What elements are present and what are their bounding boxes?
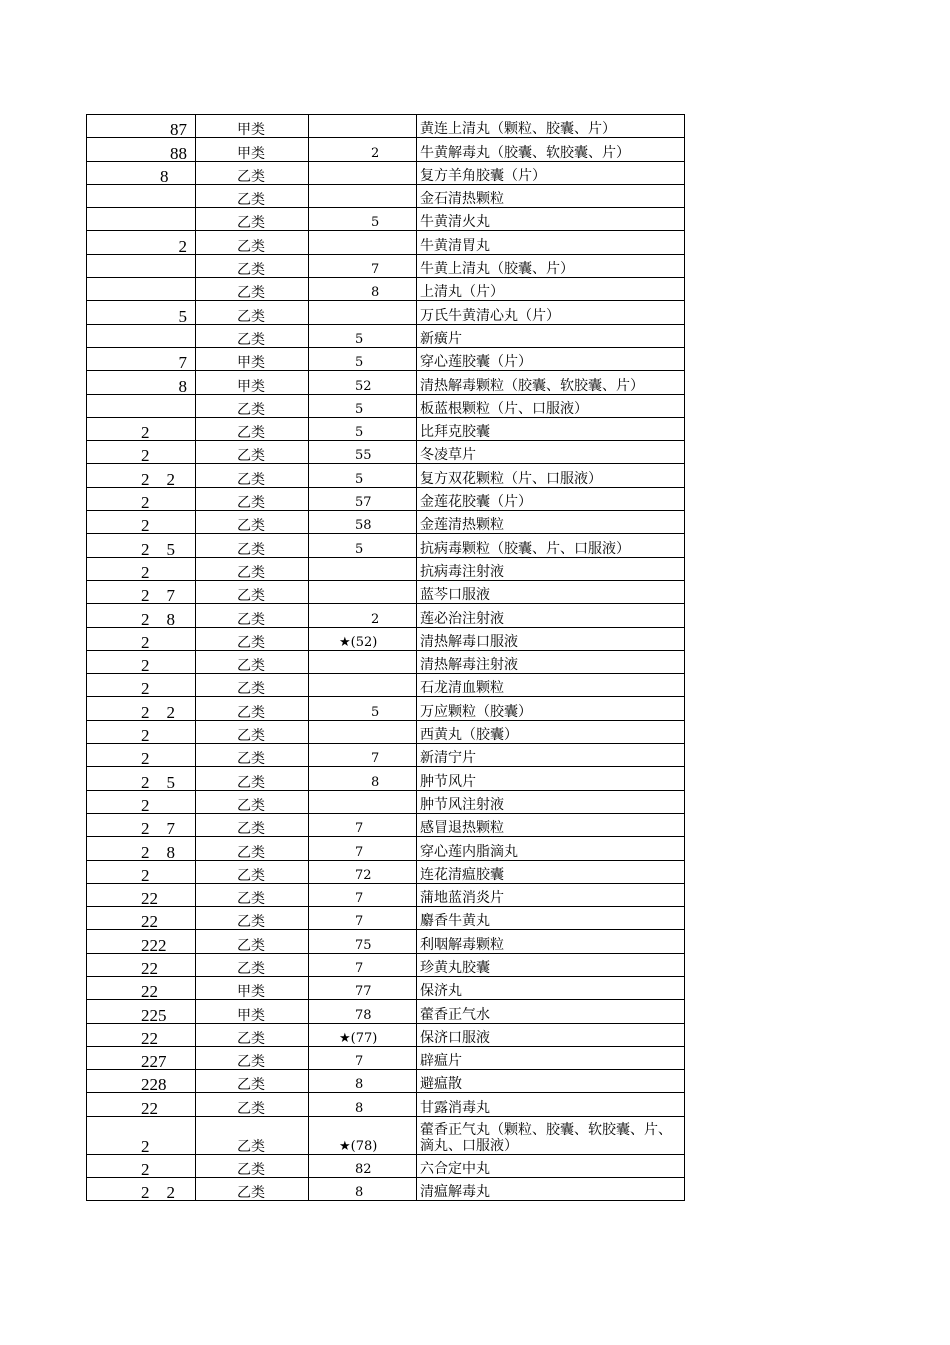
row-number-cell	[87, 511, 196, 534]
row-number: 2	[141, 423, 150, 441]
reference-cell: 58	[309, 511, 417, 534]
row-number-cell	[87, 1070, 196, 1093]
drug-name-cell: 感冒退热颗粒	[417, 813, 685, 836]
reference-cell: 5	[309, 347, 417, 370]
drug-name-cell: 牛黄清胃丸	[417, 231, 685, 254]
table-row	[87, 254, 685, 277]
row-number-cell	[87, 184, 196, 207]
row-number: 22	[141, 982, 158, 1000]
reference-cell: 77	[309, 976, 417, 999]
table-body	[87, 115, 685, 1201]
reference-cell: 72	[309, 860, 417, 883]
category-cell: 乙类	[196, 557, 309, 580]
row-number: 2 8	[141, 609, 175, 628]
drug-name-cell: 比拜克胶囊	[417, 417, 685, 440]
table-row	[87, 720, 685, 743]
row-number: 8	[160, 166, 169, 185]
table-row	[87, 883, 685, 906]
row-number-cell	[87, 417, 196, 440]
row-number: 2	[178, 236, 187, 255]
category-cell: 乙类	[196, 790, 309, 813]
category-cell: 乙类	[196, 511, 309, 534]
row-number-cell	[87, 907, 196, 930]
row-number: 2	[141, 632, 150, 651]
reference-cell	[309, 115, 417, 138]
table-row	[87, 1046, 685, 1069]
table-row	[87, 138, 685, 161]
drug-name-cell: 甘露消毒丸	[417, 1093, 685, 1116]
category-cell: 乙类	[196, 1046, 309, 1069]
row-number-cell	[87, 1046, 196, 1069]
row-number-cell	[87, 231, 196, 254]
reference-cell	[309, 650, 417, 673]
reference-cell: ★(78)	[309, 1116, 417, 1154]
reference-cell: 5	[309, 324, 417, 347]
row-number-cell	[87, 860, 196, 883]
row-number: 22	[141, 958, 158, 977]
table-row	[87, 604, 685, 627]
reference-cell: 8	[309, 1178, 417, 1201]
category-cell: 乙类	[196, 1178, 309, 1201]
table-row	[87, 767, 685, 790]
table-row	[87, 1000, 685, 1023]
row-number: 22	[141, 1028, 158, 1047]
drug-name-cell: 金莲清热颗粒	[417, 511, 685, 534]
reference-cell: 7	[309, 744, 417, 767]
table-row	[87, 208, 685, 231]
table-row	[87, 1070, 685, 1093]
drug-list-table	[86, 114, 685, 1201]
row-number: 2	[141, 446, 150, 464]
row-number-cell	[87, 627, 196, 650]
category-cell: 乙类	[196, 650, 309, 673]
row-number-cell	[87, 278, 196, 301]
row-number: 2	[141, 749, 150, 767]
category-cell: 乙类	[196, 184, 309, 207]
drug-name-cell: 穿心莲内脂滴丸	[417, 837, 685, 860]
row-number-cell	[87, 347, 196, 370]
reference-cell	[309, 557, 417, 580]
table-row	[87, 1116, 685, 1154]
table-row	[87, 650, 685, 673]
drug-name-cell: 牛黄解毒丸（胶囊、软胶囊、片）	[417, 138, 685, 161]
table-row	[87, 394, 685, 417]
row-number: 2 5	[141, 539, 175, 558]
drug-name-cell: 麝香牛黄丸	[417, 907, 685, 930]
category-cell: 甲类	[196, 138, 309, 161]
row-number: 222	[141, 935, 167, 954]
table-row	[87, 627, 685, 650]
row-number: 88	[170, 143, 187, 162]
reference-cell	[309, 720, 417, 743]
reference-cell	[309, 231, 417, 254]
reference-cell: 8	[309, 278, 417, 301]
drug-name-cell: 黄连上清丸（颗粒、胶囊、片）	[417, 115, 685, 138]
table-row	[87, 1023, 685, 1046]
reference-cell: 7	[309, 953, 417, 976]
reference-cell: ★(52)	[309, 627, 417, 650]
category-cell: 甲类	[196, 347, 309, 370]
category-cell: 甲类	[196, 976, 309, 999]
row-number: 2	[141, 516, 150, 534]
row-number: 2 8	[141, 842, 175, 860]
reference-cell: 57	[309, 487, 417, 510]
reference-cell: 55	[309, 441, 417, 464]
category-cell: 乙类	[196, 534, 309, 557]
row-number-cell	[87, 115, 196, 138]
category-cell: 乙类	[196, 767, 309, 790]
category-cell: 甲类	[196, 115, 309, 138]
row-number: 22	[141, 1098, 158, 1117]
reference-cell	[309, 184, 417, 207]
drug-name-cell: 保济丸	[417, 976, 685, 999]
row-number: 2	[141, 865, 150, 884]
category-cell: 乙类	[196, 324, 309, 347]
reference-cell: 5	[309, 208, 417, 231]
table-row	[87, 813, 685, 836]
category-cell: 乙类	[196, 301, 309, 324]
reference-cell: 7	[309, 1046, 417, 1069]
category-cell: 乙类	[196, 254, 309, 277]
reference-cell: 8	[309, 1070, 417, 1093]
table-row	[87, 557, 685, 580]
reference-cell: 7	[309, 907, 417, 930]
row-number-cell	[87, 720, 196, 743]
reference-cell: 75	[309, 930, 417, 953]
drug-name-cell: 板蓝根颗粒（片、口服液）	[417, 394, 685, 417]
drug-name-cell: 蓝芩口服液	[417, 580, 685, 603]
category-cell: 甲类	[196, 1000, 309, 1023]
drug-name-cell: 万应颗粒（胶囊）	[417, 697, 685, 720]
reference-cell	[309, 161, 417, 184]
drug-name-cell: 新癀片	[417, 324, 685, 347]
drug-name-cell: 冬凌草片	[417, 441, 685, 464]
row-number-cell	[87, 371, 196, 394]
drug-name-cell: 西黄丸（胶囊）	[417, 720, 685, 743]
reference-cell: 7	[309, 837, 417, 860]
table-row	[87, 580, 685, 603]
category-cell: 乙类	[196, 441, 309, 464]
reference-cell: 7	[309, 813, 417, 836]
drug-name-cell: 金莲花胶囊（片）	[417, 487, 685, 510]
row-number: 2	[141, 1136, 150, 1155]
reference-cell	[309, 790, 417, 813]
drug-name-cell: 清热解毒颗粒（胶囊、软胶囊、片）	[417, 371, 685, 394]
table-row	[87, 1093, 685, 1116]
drug-name-cell: 清热解毒注射液	[417, 650, 685, 673]
row-number-cell	[87, 930, 196, 953]
row-number: 87	[170, 120, 187, 138]
table-row	[87, 441, 685, 464]
row-number: 2	[141, 795, 150, 814]
row-number-cell	[87, 813, 196, 836]
row-number-cell	[87, 138, 196, 161]
drug-name-cell: 穿心莲胶囊（片）	[417, 347, 685, 370]
row-number: 2	[141, 493, 150, 511]
category-cell: 乙类	[196, 860, 309, 883]
reference-cell: 2	[309, 604, 417, 627]
drug-name-cell: 避瘟散	[417, 1070, 685, 1093]
drug-name-cell: 抗病毒颗粒（胶囊、片、口服液）	[417, 534, 685, 557]
drug-name-cell: 肿节风注射液	[417, 790, 685, 813]
category-cell: 乙类	[196, 1070, 309, 1093]
table-row	[87, 837, 685, 860]
row-number-cell	[87, 441, 196, 464]
drug-name-cell: 石龙清血颗粒	[417, 674, 685, 697]
row-number: 22	[141, 889, 158, 907]
table-row	[87, 487, 685, 510]
row-number: 2 5	[141, 772, 175, 791]
row-number: 2	[141, 1160, 150, 1178]
row-number-cell	[87, 394, 196, 417]
reference-cell: 2	[309, 138, 417, 161]
row-number: 5	[178, 306, 187, 325]
category-cell: 乙类	[196, 697, 309, 720]
drug-name-cell: 牛黄清火丸	[417, 208, 685, 231]
drug-name-cell: 复方羊角胶囊（片）	[417, 161, 685, 184]
row-number-cell	[87, 697, 196, 720]
drug-name-cell: 保济口服液	[417, 1023, 685, 1046]
reference-cell: 7	[309, 883, 417, 906]
drug-name-cell: 辟瘟片	[417, 1046, 685, 1069]
reference-cell: 5	[309, 464, 417, 487]
row-number-cell	[87, 1154, 196, 1177]
row-number-cell	[87, 1093, 196, 1116]
reference-cell	[309, 580, 417, 603]
reference-cell: 8	[309, 767, 417, 790]
table-row	[87, 417, 685, 440]
reference-cell: 5	[309, 697, 417, 720]
drug-name-cell: 珍黄丸胶囊	[417, 953, 685, 976]
category-cell: 乙类	[196, 231, 309, 254]
category-cell: 乙类	[196, 930, 309, 953]
row-number-cell	[87, 790, 196, 813]
row-number: 227	[141, 1052, 167, 1070]
row-number-cell	[87, 767, 196, 790]
row-number-cell	[87, 487, 196, 510]
row-number-cell	[87, 580, 196, 603]
drug-name-cell: 藿香正气丸（颗粒、胶囊、软胶囊、片、滴丸、口服液）	[417, 1116, 685, 1154]
row-number-cell	[87, 650, 196, 673]
category-cell: 乙类	[196, 953, 309, 976]
drug-name-cell: 清热解毒口服液	[417, 627, 685, 650]
category-cell: 乙类	[196, 1093, 309, 1116]
row-number-cell	[87, 1023, 196, 1046]
row-number-cell	[87, 674, 196, 697]
drug-name-cell: 连花清瘟胶囊	[417, 860, 685, 883]
row-number-cell	[87, 976, 196, 999]
table-row	[87, 1154, 685, 1177]
row-number-cell	[87, 1000, 196, 1023]
row-number-cell	[87, 254, 196, 277]
table-row	[87, 953, 685, 976]
category-cell: 乙类	[196, 394, 309, 417]
category-cell: 乙类	[196, 278, 309, 301]
reference-cell: 5	[309, 394, 417, 417]
table-row	[87, 347, 685, 370]
row-number: 7	[178, 353, 187, 371]
table-row	[87, 161, 685, 184]
category-cell: 乙类	[196, 907, 309, 930]
drug-name-cell: 金石清热颗粒	[417, 184, 685, 207]
row-number-cell	[87, 604, 196, 627]
reference-cell: 8	[309, 1093, 417, 1116]
category-cell: 乙类	[196, 487, 309, 510]
category-cell: 乙类	[196, 1154, 309, 1177]
category-cell: 乙类	[196, 813, 309, 836]
table-row	[87, 674, 685, 697]
reference-cell: 5	[309, 417, 417, 440]
row-number-cell	[87, 953, 196, 976]
row-number: 225	[141, 1005, 167, 1024]
table-row	[87, 790, 685, 813]
table-row	[87, 301, 685, 324]
row-number: 2 2	[141, 702, 175, 721]
category-cell: 乙类	[196, 627, 309, 650]
drug-name-cell: 复方双花颗粒（片、口服液）	[417, 464, 685, 487]
category-cell: 乙类	[196, 580, 309, 603]
row-number-cell	[87, 161, 196, 184]
category-cell: 乙类	[196, 1023, 309, 1046]
row-number: 8	[178, 376, 187, 395]
reference-cell: ★(77)	[309, 1023, 417, 1046]
row-number-cell	[87, 557, 196, 580]
drug-name-cell: 牛黄上清丸（胶囊、片）	[417, 254, 685, 277]
drug-name-cell: 六合定中丸	[417, 1154, 685, 1177]
row-number-cell	[87, 324, 196, 347]
row-number: 2	[141, 562, 150, 581]
category-cell: 乙类	[196, 720, 309, 743]
reference-cell: 7	[309, 254, 417, 277]
table-row	[87, 930, 685, 953]
reference-cell: 78	[309, 1000, 417, 1023]
category-cell: 乙类	[196, 604, 309, 627]
drug-name-cell: 肿节风片	[417, 767, 685, 790]
row-number: 2 2	[141, 1183, 175, 1201]
category-cell: 甲类	[196, 371, 309, 394]
row-number-cell	[87, 301, 196, 324]
row-number-cell	[87, 1116, 196, 1154]
category-cell: 乙类	[196, 464, 309, 487]
table-row	[87, 697, 685, 720]
table-row	[87, 907, 685, 930]
row-number: 2 2	[141, 469, 175, 488]
drug-name-cell: 清瘟解毒丸	[417, 1178, 685, 1201]
table-row	[87, 860, 685, 883]
drug-name-cell: 莲必治注射液	[417, 604, 685, 627]
reference-cell	[309, 301, 417, 324]
row-number: 2 7	[141, 819, 175, 837]
row-number-cell	[87, 534, 196, 557]
reference-cell	[309, 674, 417, 697]
row-number: 2	[141, 656, 150, 674]
category-cell: 乙类	[196, 161, 309, 184]
drug-name-cell: 万氏牛黄清心丸（片）	[417, 301, 685, 324]
drug-name-cell: 利咽解毒颗粒	[417, 930, 685, 953]
row-number-cell	[87, 464, 196, 487]
category-cell: 乙类	[196, 837, 309, 860]
row-number: 2 7	[141, 586, 175, 604]
reference-cell: 52	[309, 371, 417, 394]
table-row	[87, 231, 685, 254]
drug-name-cell: 抗病毒注射液	[417, 557, 685, 580]
drug-name-cell: 新清宁片	[417, 744, 685, 767]
table-row	[87, 744, 685, 767]
category-cell: 乙类	[196, 1116, 309, 1154]
category-cell: 乙类	[196, 744, 309, 767]
table-row	[87, 278, 685, 301]
row-number: 2	[141, 679, 150, 697]
table-row	[87, 976, 685, 999]
row-number-cell	[87, 744, 196, 767]
table-row	[87, 324, 685, 347]
reference-cell: 5	[309, 534, 417, 557]
row-number-cell	[87, 883, 196, 906]
row-number: 228	[141, 1075, 167, 1093]
row-number-cell	[87, 1178, 196, 1201]
category-cell: 乙类	[196, 883, 309, 906]
table-row	[87, 464, 685, 487]
row-number: 22	[141, 912, 158, 930]
drug-name-cell: 蒲地蓝消炎片	[417, 883, 685, 906]
category-cell: 乙类	[196, 674, 309, 697]
table-row	[87, 371, 685, 394]
table-row	[87, 534, 685, 557]
drug-name-cell: 上清丸（片）	[417, 278, 685, 301]
table-row	[87, 511, 685, 534]
table-row	[87, 184, 685, 207]
table-row	[87, 115, 685, 138]
row-number-cell	[87, 208, 196, 231]
reference-cell: 82	[309, 1154, 417, 1177]
category-cell: 乙类	[196, 417, 309, 440]
category-cell: 乙类	[196, 208, 309, 231]
table-row	[87, 1178, 685, 1201]
drug-name-cell: 藿香正气水	[417, 1000, 685, 1023]
row-number: 2	[141, 726, 150, 744]
row-number-cell	[87, 837, 196, 860]
